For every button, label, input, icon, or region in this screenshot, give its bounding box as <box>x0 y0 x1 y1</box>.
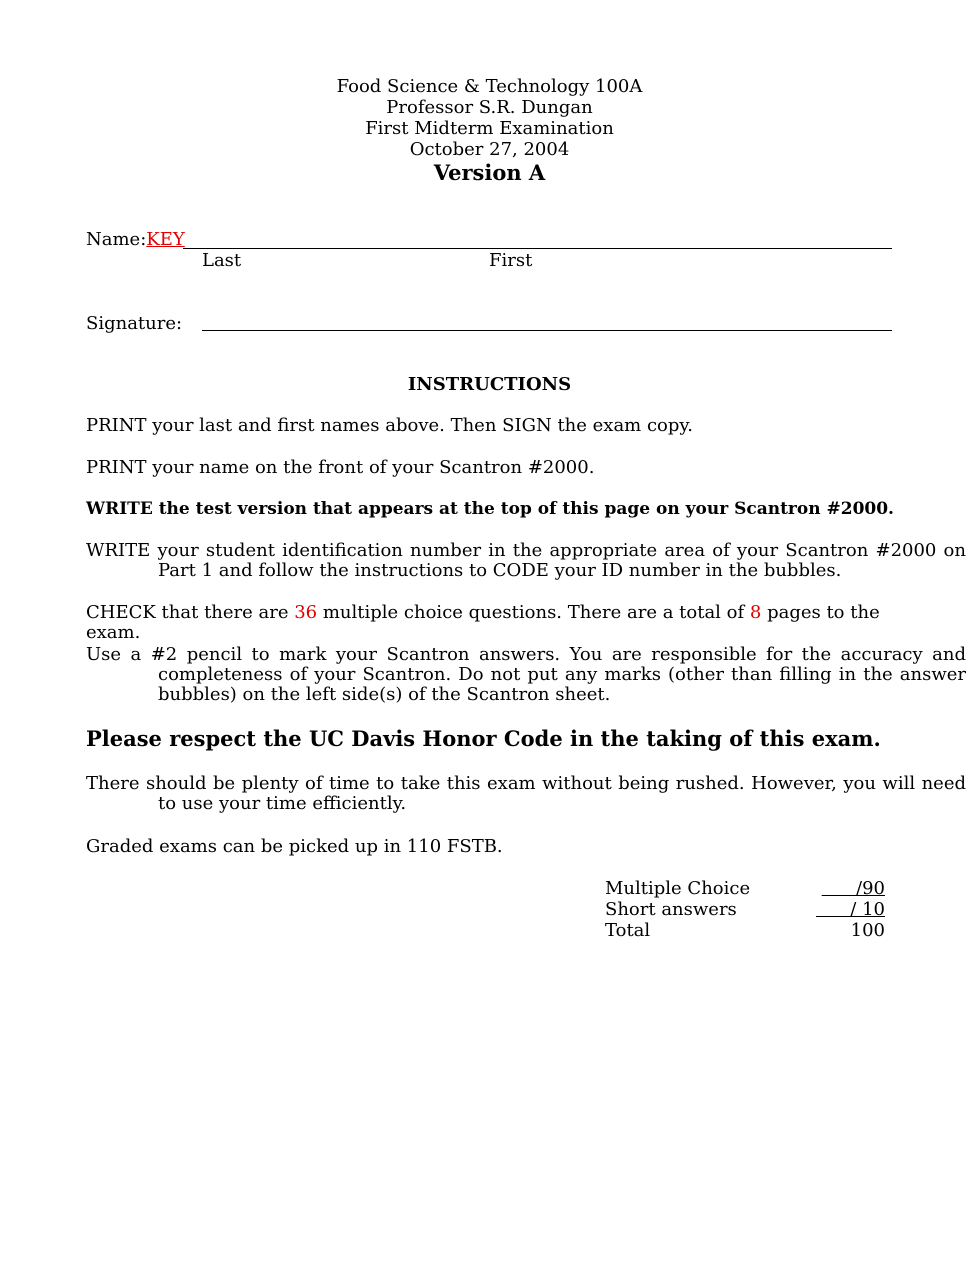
score-row-multiple-choice: Multiple Choice /90 <box>605 878 885 899</box>
signature-line[interactable] <box>202 330 892 331</box>
instruction-print-names: PRINT your last and first names above. Then SIGN the exam copy. <box>86 415 693 436</box>
name-label: Name: <box>86 229 147 250</box>
instruction-check-count: CHECK that there are 36 multiple choice questions. There are a total of 8 pages to the exam. <box>86 602 880 643</box>
name-value: KEY <box>146 229 185 250</box>
professor-name: Professor S.R. Dungan <box>386 97 593 118</box>
name-underline <box>183 248 892 249</box>
question-count: 36 <box>294 602 318 623</box>
instruction-time: There should be plenty of time to take this exam without being rushed. However, you will need to use your time efficiently. <box>86 773 966 814</box>
name-field[interactable] <box>86 229 892 251</box>
score-row-short-answers: Short answers / 10 <box>605 899 885 920</box>
page-count: 8 <box>749 602 762 623</box>
instruction-pencil: Use a #2 pencil to mark your Scantron answers. You are responsible for the accuracy and completeness of your Scantron. Do not put any marks (other than filling in the answer bubbles) on the left side(s) of the Scantron sheet. <box>86 644 966 705</box>
exam-version: Version A <box>433 160 546 185</box>
score-table <box>605 878 885 941</box>
exam-title: First Midterm Examination <box>365 118 614 139</box>
honor-code-notice: Please respect the UC Davis Honor Code in the taking of this exam. <box>86 726 881 751</box>
exam-date: October 27, 2004 <box>409 139 570 160</box>
instruction-write-version: WRITE the test version that appears at the top of this page on your Scantron #2000. <box>86 499 894 519</box>
last-name-sublabel: Last <box>202 250 242 271</box>
instruction-write-id: WRITE your student identification number in the appropriate area of your Scantron #2000 on Part 1 and follow the instructions to CODE your ID number in the bubbles. <box>86 540 966 581</box>
signature-label: Signature: <box>86 313 183 334</box>
instruction-print-scantron: PRINT your name on the front of your Scantron #2000. <box>86 457 595 478</box>
instruction-graded-exams: Graded exams can be picked up in 110 FSTB. <box>86 836 503 857</box>
course-title: Food Science & Technology 100A <box>336 76 643 97</box>
score-row-total: Total 100 <box>605 920 885 941</box>
instructions-title: INSTRUCTIONS <box>407 374 572 395</box>
exam-header <box>0 76 979 186</box>
first-name-sublabel: First <box>489 250 533 271</box>
